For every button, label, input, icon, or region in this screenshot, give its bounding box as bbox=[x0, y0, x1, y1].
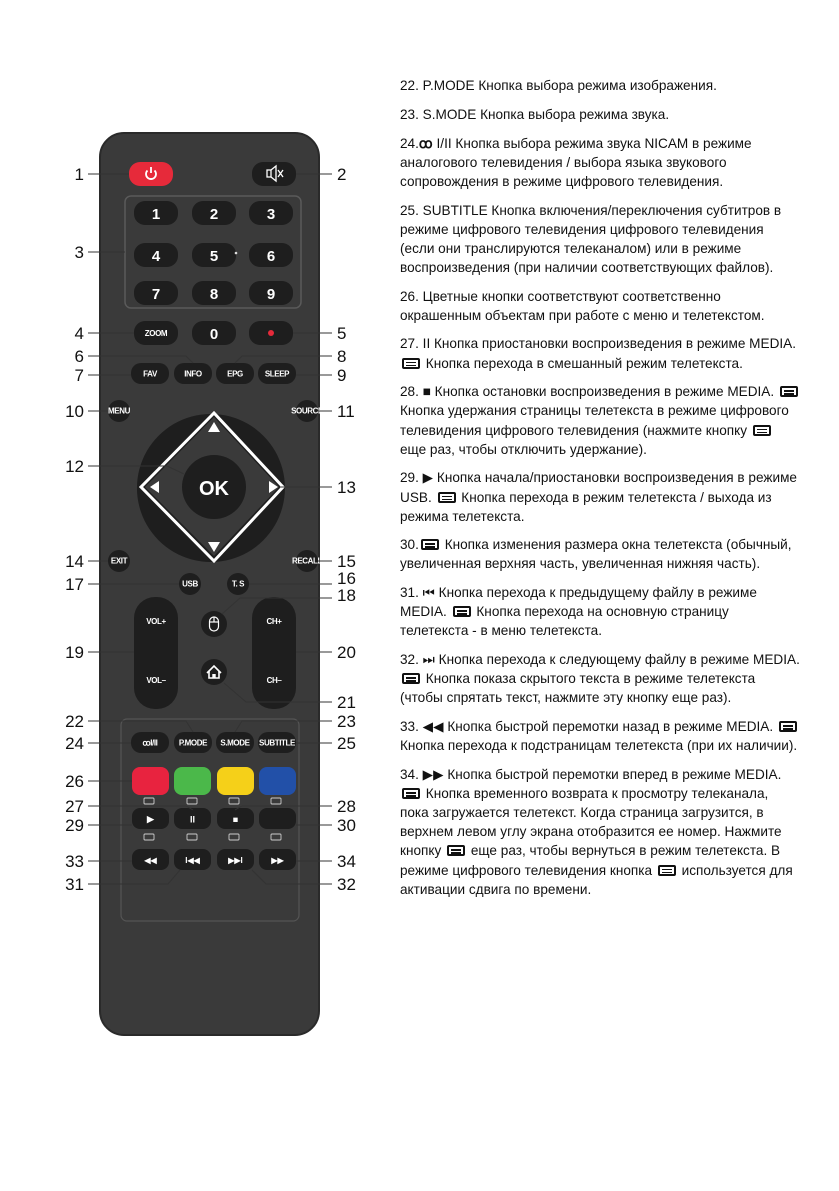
callout-29: 29 bbox=[65, 816, 84, 835]
callout-13: 13 bbox=[337, 478, 356, 497]
desc-32: 32. ⏭ Кнопка перехода к следующему файлу в режиме MEDIA. Кнопка показа скрытого текста в режиме телетекста (чтобы спрятать текст, нажмите эту кнопку еще раз). bbox=[400, 652, 800, 706]
callout-5: 5 bbox=[337, 324, 347, 343]
callout-10: 10 bbox=[65, 402, 84, 421]
svg-text:P.MODE: P.MODE bbox=[178, 738, 208, 748]
info-button[interactable] bbox=[174, 363, 212, 384]
callout-26: 26 bbox=[65, 772, 84, 791]
digit-button-6[interactable] bbox=[249, 243, 293, 267]
svg-text:T. S: T. S bbox=[231, 579, 245, 589]
ok-button[interactable] bbox=[182, 455, 246, 519]
digit-button-1[interactable] bbox=[134, 201, 178, 225]
play-button[interactable] bbox=[132, 808, 169, 829]
svg-text:4: 4 bbox=[151, 248, 161, 265]
callout-21: 21 bbox=[337, 693, 356, 712]
svg-text:EXIT: EXIT bbox=[110, 556, 128, 566]
red-button[interactable] bbox=[132, 767, 169, 795]
hold-icon bbox=[753, 425, 771, 436]
mix-icon bbox=[402, 358, 420, 369]
callout-19: 19 bbox=[65, 643, 84, 662]
svg-text:1: 1 bbox=[151, 206, 161, 223]
record-dot-icon bbox=[268, 330, 274, 336]
blue-button[interactable] bbox=[259, 767, 296, 795]
stop-button[interactable] bbox=[217, 808, 254, 829]
mouse-button[interactable] bbox=[201, 611, 227, 637]
nicam-button[interactable] bbox=[131, 732, 169, 753]
desc-28: 28. ■ Кнопка остановки воспроизведения в режиме MEDIA. Кнопка удержания страницы телетекста в режиме цифрового телевидения цифрового телевидения (нажмите кнопку еще раз, чтобы отключить удержание). bbox=[400, 382, 800, 458]
svg-text:0: 0 bbox=[209, 326, 219, 343]
callout-16: 16 bbox=[337, 569, 356, 588]
ch-minus-label: CH– bbox=[266, 676, 282, 685]
sleep-button[interactable] bbox=[258, 363, 296, 384]
svg-text:▶▶I: ▶▶I bbox=[228, 856, 243, 865]
yellow-button[interactable] bbox=[217, 767, 254, 795]
desc-22: 22. P.MODE Кнопка выбора режима изображения. bbox=[400, 78, 717, 93]
digit-button-4[interactable] bbox=[134, 243, 178, 267]
callout-17: 17 bbox=[65, 575, 84, 594]
svg-text:MENU: MENU bbox=[108, 406, 130, 416]
callout-4: 4 bbox=[74, 324, 84, 343]
blank-button[interactable] bbox=[259, 808, 296, 829]
desc-34: 34. ▶▶ Кнопка быстрой перемотки вперед в режиме MEDIA. Кнопка временного возврата к просмотру телеканала, пока загружается телетекст. Когда страница загрузится, в верхнем левом углу экрана отобразится ее номер. Нажмите кнопку еще раз, чтобы вернуться в режим телетекста. В режиме цифрового телевидения кнопка используется для активации сдвига по времени. bbox=[400, 767, 793, 897]
svg-text:▶▶: ▶▶ bbox=[271, 856, 284, 865]
callout-24: 24 bbox=[65, 734, 84, 753]
pause-button[interactable] bbox=[174, 808, 211, 829]
svg-text:6: 6 bbox=[266, 248, 276, 265]
svg-text:5: 5 bbox=[209, 248, 219, 265]
desc-29: 29. ▶ Кнопка начала/приостановки воспроизведения в режиме USB. Кнопка перехода в режим телетекста / выхода из режима телетекста. bbox=[400, 470, 797, 524]
fast-forward-button[interactable] bbox=[259, 849, 296, 870]
home-button[interactable] bbox=[201, 659, 227, 685]
size-icon bbox=[421, 539, 439, 550]
timeshift-button[interactable] bbox=[227, 573, 249, 595]
callout-28: 28 bbox=[337, 797, 356, 816]
desc-23: 23. S.MODE Кнопка выбора режима звука. bbox=[400, 106, 670, 122]
desc-27: 27. II Кнопка приостановки воспроизведения в режиме MEDIA. Кнопка перехода в смешанный режим телетекста. bbox=[400, 336, 797, 371]
exit-button[interactable] bbox=[108, 550, 130, 572]
smode-button[interactable] bbox=[216, 732, 254, 753]
reveal-icon bbox=[402, 673, 420, 684]
vol-minus-label: VOL– bbox=[146, 676, 166, 685]
callout-3: 3 bbox=[74, 243, 84, 262]
svg-text:OK: OK bbox=[199, 478, 229, 500]
digit-button-5[interactable] bbox=[192, 243, 237, 267]
cancel-icon bbox=[447, 845, 465, 856]
callout-33: 33 bbox=[65, 852, 84, 871]
svg-text:S.MODE: S.MODE bbox=[220, 738, 250, 748]
svg-text:◀◀: ◀◀ bbox=[144, 856, 157, 865]
callout-20: 20 bbox=[337, 643, 356, 662]
subpage-icon bbox=[779, 721, 797, 732]
svg-text:2: 2 bbox=[209, 206, 219, 223]
svg-text:SOURCE: SOURCE bbox=[291, 406, 323, 416]
digit-button-3[interactable] bbox=[249, 201, 293, 225]
svg-text:3: 3 bbox=[266, 206, 276, 223]
callout-14: 14 bbox=[65, 552, 84, 571]
nicam-icon: ꝏ bbox=[418, 135, 437, 151]
callout-2: 2 bbox=[337, 165, 347, 184]
callout-34: 34 bbox=[337, 852, 356, 871]
teletext-icon bbox=[438, 492, 456, 503]
usb-button[interactable] bbox=[179, 573, 201, 595]
svg-text:ZOOM: ZOOM bbox=[144, 329, 168, 338]
svg-text:EPG: EPG bbox=[227, 369, 243, 379]
index-icon bbox=[453, 606, 471, 617]
callout-9: 9 bbox=[337, 366, 347, 385]
digit-button-0[interactable] bbox=[192, 321, 236, 345]
mute-button[interactable] bbox=[252, 162, 296, 186]
svg-text:II: II bbox=[189, 814, 196, 825]
svg-text:I◀◀: I◀◀ bbox=[185, 856, 200, 865]
callout-22: 22 bbox=[65, 712, 84, 731]
svg-text:ꝏI/II: ꝏI/II bbox=[142, 738, 158, 748]
callout-7: 7 bbox=[74, 366, 84, 385]
svg-text:▶: ▶ bbox=[147, 814, 154, 824]
svg-text:8: 8 bbox=[209, 286, 219, 303]
svg-text:RECALL: RECALL bbox=[291, 556, 323, 566]
power-button[interactable] bbox=[129, 162, 173, 186]
channel-rocker[interactable] bbox=[252, 597, 296, 709]
svg-text:■: ■ bbox=[232, 814, 239, 825]
callout-30: 30 bbox=[337, 816, 356, 835]
fav-button[interactable] bbox=[131, 363, 169, 384]
callout-6: 6 bbox=[74, 347, 84, 366]
record-button[interactable] bbox=[249, 321, 293, 345]
callout-25: 25 bbox=[337, 734, 356, 753]
desc-31: 31. ⏮ Кнопка перехода к предыдущему файлу в режиме MEDIA. Кнопка перехода на основную страницу телетекста - в меню телетекста. bbox=[400, 585, 757, 639]
next-button[interactable] bbox=[217, 849, 254, 870]
svg-text:9: 9 bbox=[266, 286, 276, 303]
cancel-icon bbox=[402, 788, 420, 799]
vol-plus-label: VOL+ bbox=[146, 617, 166, 626]
zoom-button[interactable] bbox=[134, 321, 178, 345]
desc-24: 24.ꝏ I/II Кнопка выбора режима звука NICAM в режиме аналогового телевидения / выбора языка звукового сопровождения в режиме цифрового телевидения. bbox=[400, 135, 752, 189]
callout-23: 23 bbox=[337, 712, 356, 731]
svg-text:SUBTITLE: SUBTITLE bbox=[259, 738, 295, 748]
callout-11: 11 bbox=[337, 402, 355, 421]
callout-32: 32 bbox=[337, 875, 356, 894]
callout-1: 1 bbox=[74, 165, 84, 184]
green-button[interactable] bbox=[174, 767, 211, 795]
volume-rocker[interactable] bbox=[134, 597, 178, 709]
digit-button-2[interactable] bbox=[192, 201, 236, 225]
digit-button-8[interactable] bbox=[192, 281, 236, 305]
button-descriptions bbox=[400, 76, 800, 908]
svg-text:USB: USB bbox=[182, 579, 198, 589]
digit-button-9[interactable] bbox=[249, 281, 293, 305]
digit-button-7[interactable] bbox=[134, 281, 178, 305]
svg-text:INFO: INFO bbox=[184, 369, 202, 379]
ch-plus-label: CH+ bbox=[266, 617, 282, 626]
callout-27: 27 bbox=[65, 797, 84, 816]
epg-button[interactable] bbox=[216, 363, 254, 384]
desc-26: 26. Цветные кнопки соответствуют соответственно окрашенным объектам при работе с меню и телетекстом. bbox=[400, 288, 765, 323]
desc-30: 30. Кнопка изменения размера окна телетекста (обычный, увеличенная верхняя часть, увеличенная нижняя часть). bbox=[400, 537, 792, 572]
svg-text:SLEEP: SLEEP bbox=[264, 369, 290, 379]
callout-8: 8 bbox=[337, 347, 347, 366]
desc-33: 33. ◀◀ Кнопка быстрой перемотки назад в режиме MEDIA. Кнопка перехода к подстраницам телетекста (при их наличии). bbox=[400, 719, 798, 754]
pmode-button[interactable] bbox=[174, 732, 212, 753]
previous-button[interactable] bbox=[174, 849, 211, 870]
subtitle-button[interactable] bbox=[258, 732, 296, 753]
cancel-icon bbox=[658, 865, 676, 876]
svg-text:7: 7 bbox=[151, 286, 161, 303]
callout-12: 12 bbox=[65, 457, 84, 476]
svg-text:FAV: FAV bbox=[143, 369, 157, 379]
callout-31: 31 bbox=[65, 875, 84, 894]
desc-25: 25. SUBTITLE Кнопка включения/переключения субтитров в режиме цифрового телевидения цифрового телевидения (если они транслируются телеканалом) или в режиме воспроизведения (при наличии соответствующих файлов). bbox=[400, 202, 782, 275]
callout-15: 15 bbox=[337, 552, 356, 571]
callout-18: 18 bbox=[337, 586, 356, 605]
rewind-button[interactable] bbox=[132, 849, 169, 870]
hold-icon bbox=[780, 386, 798, 397]
